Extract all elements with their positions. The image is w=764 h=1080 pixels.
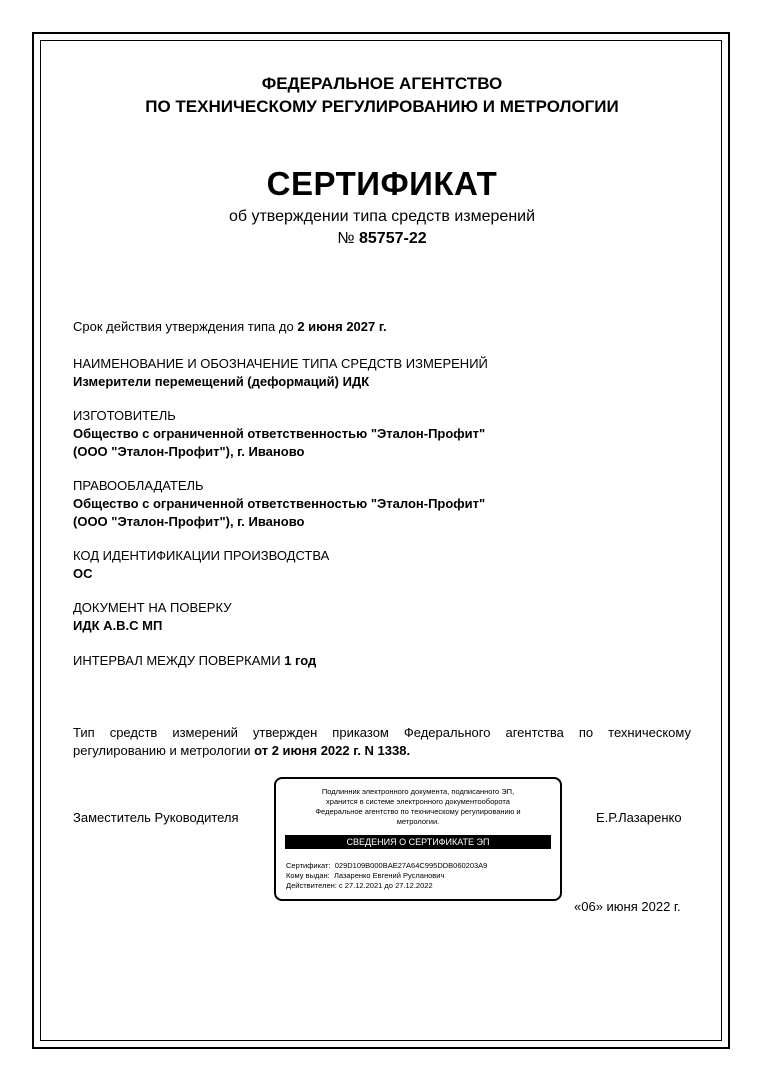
stamp-certificate-row	[286, 861, 487, 871]
e-signature-stamp	[274, 777, 562, 901]
right-holder-line-2: (ООО "Эталон-Профит"), г. Иваново	[73, 514, 305, 529]
instrument-value: Измерители перемещений (деформаций) ИДК	[73, 374, 370, 389]
number-value: 85757-22	[359, 230, 427, 247]
stamp-valid-label: Действителен: с	[286, 881, 343, 890]
signature-date: «06» июня 2022 г.	[574, 899, 681, 914]
stamp-notice-line-1: Подлинник электронного документа, подписанного ЭП,	[321, 787, 515, 796]
verification-doc-label: ДОКУМЕНТ НА ПОВЕРКУ	[73, 600, 232, 615]
validity-label: Срок действия утверждения типа до	[73, 319, 294, 334]
validity-line	[73, 318, 387, 336]
order-paragraph	[73, 724, 691, 760]
number-prefix: №	[337, 230, 355, 247]
agency-header	[0, 72, 764, 118]
stamp-info-bar: СВЕДЕНИЯ О СЕРТИФИКАТЕ ЭП	[285, 835, 551, 849]
order-line-1: Тип средств измерений утвержден приказом Федерального агентства по техническому	[73, 725, 691, 740]
agency-line-1: ФЕДЕРАЛЬНОЕ АГЕНТСТВО	[261, 74, 503, 93]
stamp-notice-line-3: Федеральное агентство по техническому регулированию и	[315, 807, 521, 816]
verification-doc-value: ИДК А.В.С МП	[73, 618, 163, 633]
production-code-value: ОС	[73, 566, 93, 581]
manufacturer-section	[73, 407, 485, 461]
signatory-position: Заместитель Руководителя	[73, 810, 239, 825]
right-holder-section	[73, 477, 485, 531]
validity-value: 2 июня 2027 г.	[297, 319, 387, 334]
stamp-valid-from: 27.12.2021	[344, 881, 383, 890]
stamp-valid-row	[286, 881, 487, 891]
stamp-notice-line-4: метрологии.	[396, 817, 440, 826]
instrument-section	[73, 355, 488, 391]
order-line-2	[73, 742, 691, 760]
agency-line-2: ПО ТЕХНИЧЕСКОМУ РЕГУЛИРОВАНИЮ И МЕТРОЛОГИИ	[145, 97, 619, 116]
production-code-section	[73, 547, 329, 583]
stamp-valid-to: 27.12.2022	[395, 881, 433, 890]
manufacturer-line-2: (ООО "Эталон-Профит"), г. Иваново	[73, 444, 305, 459]
interval-label: ИНТЕРВАЛ МЕЖДУ ПОВЕРКАМИ	[73, 653, 281, 668]
verification-doc-section	[73, 599, 231, 635]
right-holder-label: ПРАВООБЛАДАТЕЛЬ	[73, 478, 204, 493]
order-line-2-prefix: регулированию и метрологии	[73, 743, 251, 758]
certificate-subtitle: об утверждении типа средств измерений	[228, 208, 536, 225]
production-code-label: КОД ИДЕНТИФИКАЦИИ ПРОИЗВОДСТВА	[73, 548, 330, 563]
order-line-2-bold: от 2 июня 2022 г. N 1338.	[254, 743, 411, 758]
manufacturer-line-1: Общество с ограниченной ответственностью "Эталон-Профит"	[73, 426, 486, 441]
stamp-notice	[276, 787, 560, 827]
right-holder-line-1: Общество с ограниченной ответственностью "Эталон-Профит"	[73, 496, 486, 511]
stamp-cert-value: 029D109B000BAE27A64C995DDB060203A9	[334, 861, 488, 870]
manufacturer-label: ИЗГОТОВИТЕЛЬ	[73, 408, 176, 423]
interval-value: 1 год	[284, 653, 317, 668]
stamp-notice-line-2: хранится в системе электронного документооборота	[326, 797, 510, 806]
signatory-name: Е.Р.Лазаренко	[596, 810, 682, 825]
stamp-issued-row	[286, 871, 487, 881]
stamp-cert-label: Сертификат:	[286, 861, 331, 870]
certificate-number	[0, 229, 764, 249]
instrument-label: НАИМЕНОВАНИЕ И ОБОЗНАЧЕНИЕ ТИПА СРЕДСТВ ИЗМЕРЕНИЙ	[73, 356, 488, 371]
stamp-issued-value: Лазаренко Евгений Русланович	[333, 871, 445, 880]
stamp-issued-label: Кому выдан:	[286, 871, 330, 880]
stamp-valid-to-label: до	[384, 881, 393, 890]
certificate-title: СЕРТИФИКАТ	[266, 165, 498, 202]
stamp-details	[286, 861, 487, 891]
interval-line	[73, 652, 316, 670]
